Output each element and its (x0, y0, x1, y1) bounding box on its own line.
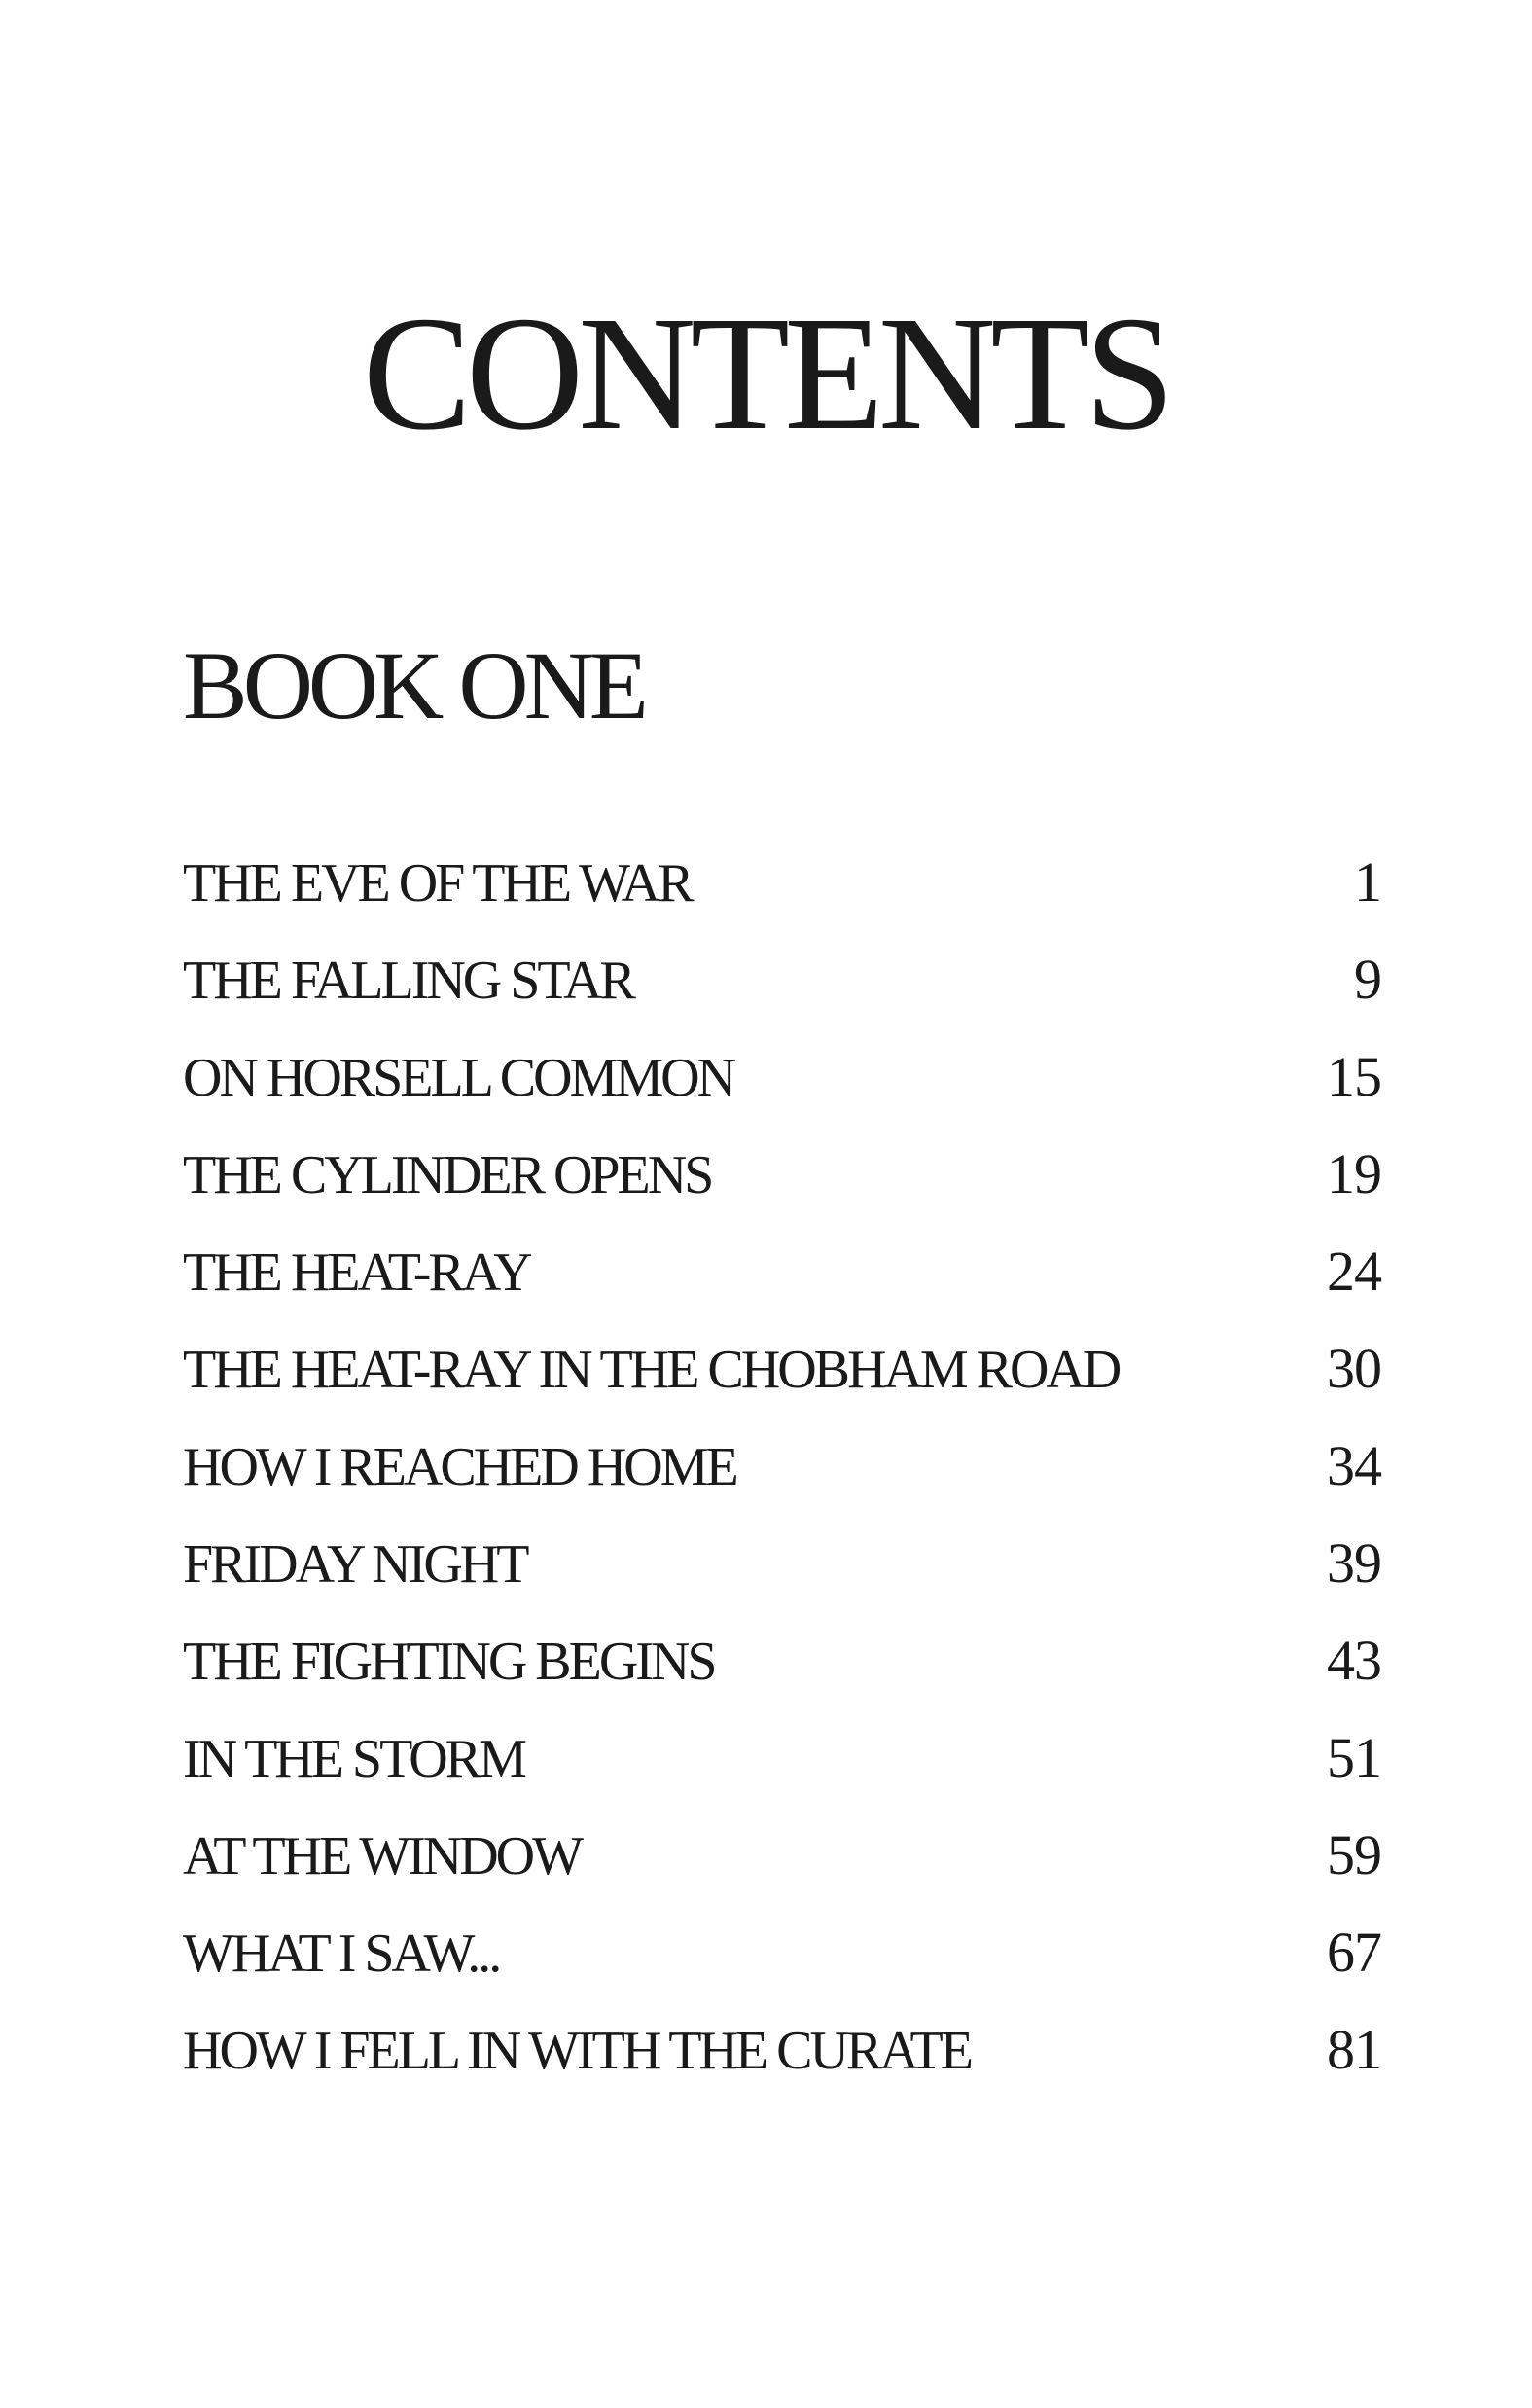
toc-entry-title: THE FALLING STAR (183, 951, 633, 1011)
toc-entry-page: 43 (1327, 1629, 1381, 1692)
toc-entry[interactable] (183, 1142, 1381, 1243)
toc-entry-page: 67 (1327, 1921, 1381, 1984)
toc-entry-title: WHAT I SAW... (183, 1923, 500, 1984)
toc-entry[interactable] (183, 1434, 1381, 1535)
toc-entry[interactable] (183, 1240, 1381, 1341)
toc-entry[interactable] (183, 1337, 1381, 1438)
toc-entry-title: THE CYLINDER OPENS (183, 1145, 712, 1205)
toc-entry-title: THE EVE OF THE WAR (183, 853, 692, 914)
toc-entry[interactable] (183, 1726, 1381, 1827)
toc-entry-page: 34 (1327, 1434, 1381, 1497)
toc-entry-title: HOW I FELL IN WITH THE CURATE (183, 2021, 971, 2081)
toc-entry-title: FRIDAY NIGHT (183, 1534, 527, 1595)
toc-entry-page: 81 (1327, 2018, 1381, 2081)
toc-entry-page: 59 (1327, 1823, 1381, 1887)
toc-entry-title: THE FIGHTING BEGINS (183, 1632, 715, 1692)
toc-entry-title: THE HEAT-RAY IN THE CHOBHAM ROAD (183, 1340, 1120, 1400)
toc-entry-page: 1 (1354, 850, 1381, 914)
toc-entry-page: 51 (1327, 1726, 1381, 1789)
toc-entry-page: 30 (1327, 1337, 1381, 1400)
toc-entry[interactable] (183, 1629, 1381, 1730)
toc-entry[interactable] (183, 1921, 1381, 2022)
toc-entry-title: ON HORSELL COMMON (183, 1048, 734, 1108)
toc-entry[interactable] (183, 850, 1381, 952)
toc-entry[interactable] (183, 2018, 1381, 2119)
toc-entry-page: 39 (1327, 1531, 1381, 1595)
toc-entry[interactable] (183, 1531, 1381, 1633)
toc-entry-page: 19 (1327, 1142, 1381, 1205)
toc-entry-title: IN THE STORM (183, 1729, 524, 1789)
toc-entry-page: 9 (1354, 948, 1381, 1011)
section-heading: BOOK ONE (183, 631, 644, 739)
toc-entry-page: 24 (1327, 1240, 1381, 1303)
page-title: CONTENTS (362, 283, 1170, 464)
table-of-contents (183, 850, 1381, 2119)
toc-entry-page: 15 (1327, 1045, 1381, 1108)
toc-entry-title: AT THE WINDOW (183, 1826, 581, 1887)
toc-entry[interactable] (183, 948, 1381, 1049)
toc-entry-title: THE HEAT-RAY (183, 1242, 530, 1303)
toc-entry[interactable] (183, 1045, 1381, 1146)
toc-entry[interactable] (183, 1823, 1381, 1924)
toc-entry-title: HOW I REACHED HOME (183, 1437, 736, 1497)
